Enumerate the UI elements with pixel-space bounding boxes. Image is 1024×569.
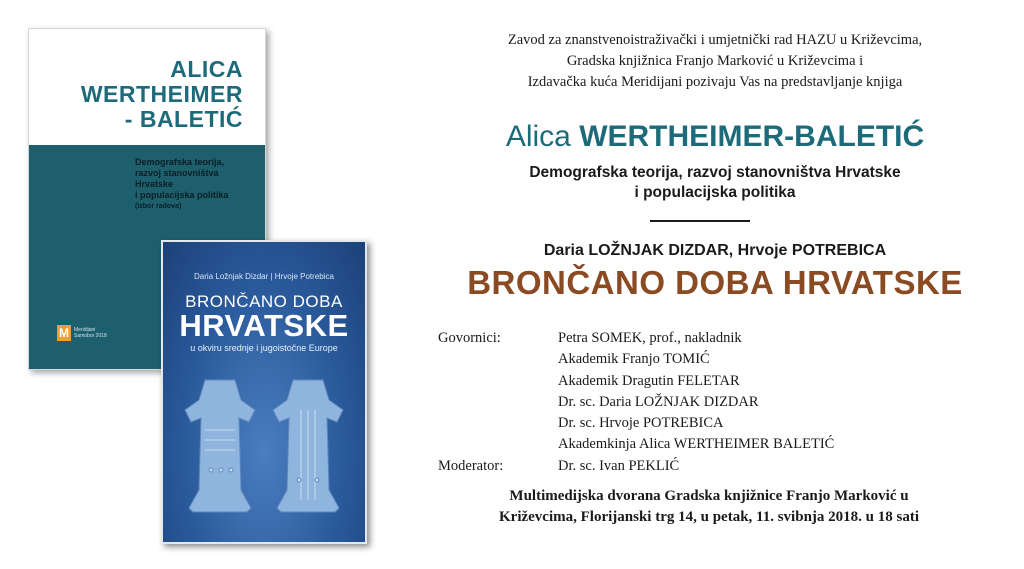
invitation-intro — [420, 30, 1010, 93]
speaker-name: Akademik Dragutin FELETAR — [558, 372, 740, 389]
cover-author-line: - BALETIĆ — [124, 106, 243, 132]
book1-title — [420, 163, 1010, 203]
cover-subtitle-line: i populacijska politika — [135, 190, 229, 200]
cover-subtitle — [135, 157, 255, 212]
speaker-row — [438, 371, 834, 392]
cover-subtitle-line: razvoj stanovništva Hrvatske — [135, 168, 219, 189]
speakers-label: Govornici: — [438, 330, 501, 346]
cover2-subtitle: u okviru srednje i jugoistočne Europe — [190, 343, 338, 353]
cover2-title-line1: BRONČANO DOBA — [185, 292, 343, 311]
speaker-name: Dr. sc. Daria LOŽNJAK DIZDAR — [558, 393, 759, 410]
figurine-right-icon — [273, 380, 343, 512]
cover-author — [81, 57, 243, 132]
speaker-row — [438, 413, 834, 434]
author-last-name: WERTHEIMER-BALETIĆ — [579, 120, 925, 153]
speaker-row — [438, 434, 834, 455]
book2-authors-heading: Daria LOŽNJAK DIZDAR, Hrvoje POTREBICA — [543, 242, 887, 259]
book1-title-line: Demografska teorija, razvoj stanovništva Hrvatske — [529, 164, 901, 181]
speaker-name: Dr. sc. Hrvoje POTREBICA — [558, 415, 724, 432]
intro-line: Izdavačka kuća Meridijani pozivaju Vas na predstavljanje knjiga — [527, 74, 903, 90]
cover2-authors: Daria Ložnjak Dizdar | Hrvoje Potrebica — [194, 272, 334, 281]
speaker-row — [438, 392, 834, 413]
cover-note: (izbor radova) — [135, 203, 182, 210]
section-divider — [650, 220, 750, 222]
cover2-title-line2: HRVATSKE — [179, 308, 349, 343]
speaker-row — [438, 349, 834, 370]
speaker-name: Akademkinja Alica WERTHEIMER BALETIĆ — [558, 436, 835, 453]
publisher-logo — [57, 325, 108, 341]
book1-title-line: i populacijska politika — [634, 184, 796, 201]
intro-line: Zavod za znanstvenoistraživački i umjetnički rad HAZU u Križevcima, — [507, 32, 923, 48]
venue-line: Multimedijska dvorana Gradska knjižnice Franjo Marković u — [509, 488, 909, 504]
figurine-left-icon — [185, 380, 255, 512]
publisher-name: Meridijani Samobor 2018 — [74, 327, 107, 339]
publisher-logo-icon: M — [59, 326, 69, 340]
book-cover-broncano-doba — [161, 240, 367, 544]
book2-title: BRONČANO DOBA HRVATSKE — [467, 264, 963, 301]
cover-author-line: WERTHEIMER — [80, 81, 243, 107]
author-first-name: Alica — [505, 120, 580, 153]
book1-author-heading — [420, 120, 1010, 154]
bronze-figurines-image — [175, 370, 353, 530]
moderator-name: Dr. sc. Ivan PEKLIĆ — [558, 457, 680, 474]
venue-line: Križevcima, Florijanski trg 14, u petak, 11. svibnja 2018. u 18 sati — [499, 509, 919, 525]
intro-line: Gradska knjižnica Franjo Marković u Križevcima i — [566, 53, 864, 69]
cover-author-line: ALICA — [170, 56, 243, 82]
speakers-list — [438, 328, 834, 477]
moderator-row — [438, 456, 834, 477]
cover-subtitle-line: Demografska teorija, — [135, 157, 225, 167]
moderator-label: Moderator: — [438, 457, 504, 474]
speaker-name: Petra SOMEK, prof., nakladnik — [558, 330, 742, 346]
speaker-row — [438, 328, 834, 349]
speaker-name: Akademik Franjo TOMIĆ — [558, 351, 710, 368]
event-venue — [410, 486, 1008, 528]
